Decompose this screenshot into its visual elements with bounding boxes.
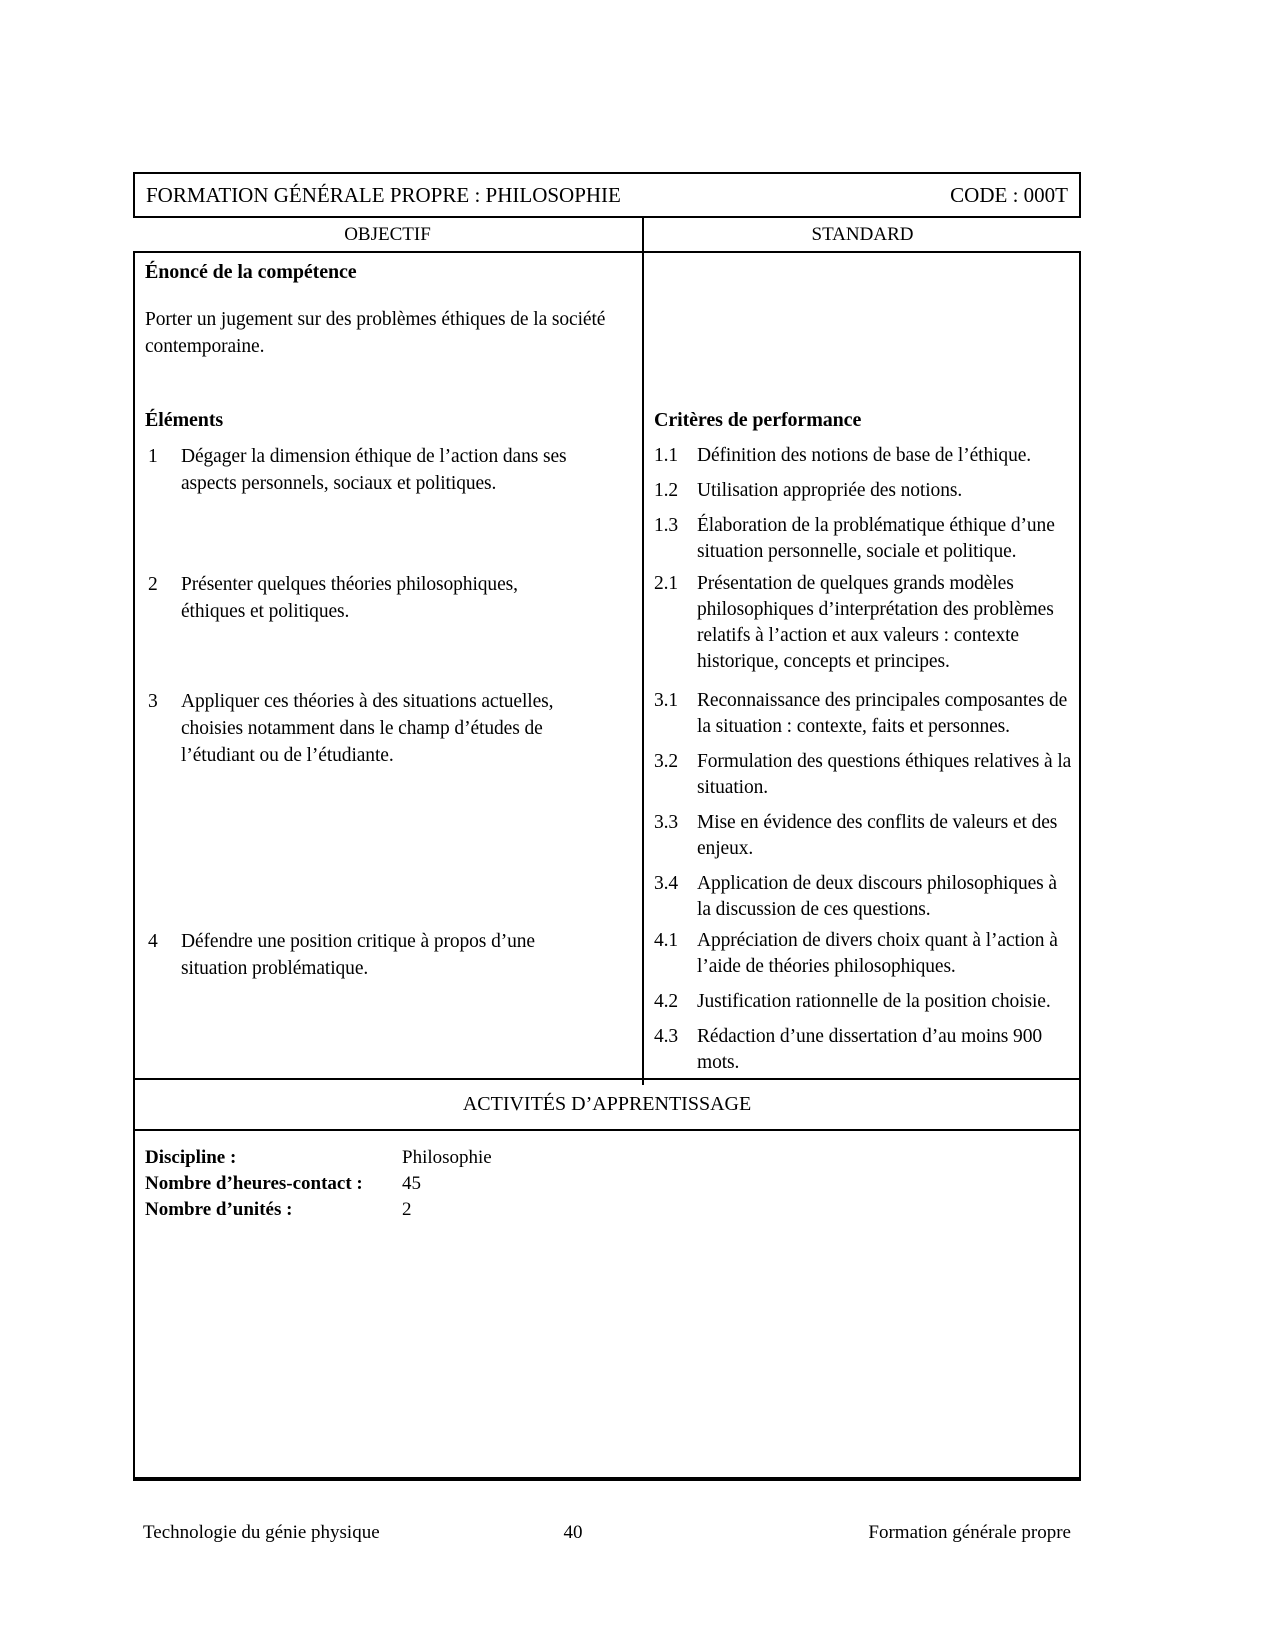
criterion-number: 1.1 <box>654 445 679 466</box>
units-field-value: 2 <box>402 1199 412 1220</box>
column-header-objectif: OBJECTIF <box>344 223 431 245</box>
criterion-text: Utilisation appropriée des notions. <box>697 480 963 501</box>
criterion-item <box>654 810 1073 862</box>
criterion-text: Élaboration de la problématique éthique d’une situation personnelle, sociale et politique. <box>697 515 1055 562</box>
criteria-heading: Critères de performance <box>642 405 1079 441</box>
criterion-item <box>654 1024 1073 1076</box>
competence-heading: Énoncé de la compétence <box>145 261 357 283</box>
criterion-item <box>654 571 1073 675</box>
criterion-number: 4.3 <box>654 1026 679 1047</box>
criterion-text: Rédaction d’une dissertation d’au moins 900 mots. <box>697 1026 1043 1073</box>
units-field <box>145 1197 1069 1223</box>
criterion-text: Reconnaissance des principales composantes de la situation : contexte, faits et personnes. <box>697 690 1068 737</box>
criterion-item <box>654 688 1073 740</box>
element-item <box>135 686 642 926</box>
criterion-number: 4.2 <box>654 991 679 1012</box>
element-text: Appliquer ces théories à des situations actuelles, choisies notamment dans le champ d’études de l’étudiant ou de l’étudiante. <box>181 691 554 766</box>
criterion-item <box>654 478 1073 504</box>
hours-contact-field <box>145 1171 1069 1197</box>
column-header-standard: STANDARD <box>642 218 1081 251</box>
element-number: 3 <box>148 691 158 712</box>
doc-code: CODE : 000T <box>950 182 1068 207</box>
criterion-text: Présentation de quelques grands modèles philosophiques d’interprétation des problèmes relatifs à l’action et aux valeurs : contexte historique, concepts et principes. <box>697 573 1054 672</box>
hours-contact-field-label: Nombre d’heures-contact : <box>145 1173 363 1194</box>
elements-heading: Éléments <box>145 409 224 431</box>
element-text: Défendre une position critique à propos d’une situation problématique. <box>181 931 535 979</box>
criterion-item <box>654 513 1073 565</box>
criterion-text: Appréciation de divers choix quant à l’action à l’aide de théories philosophiques. <box>697 930 1058 977</box>
element-text: Dégager la dimension éthique de l’action dans ses aspects personnels, sociaux et politiques. <box>181 446 567 494</box>
criteria-group <box>642 686 1079 926</box>
criterion-number: 3.1 <box>654 690 679 711</box>
criterion-number: 4.1 <box>654 930 679 951</box>
criterion-text: Application de deux discours philosophiques à la discussion de ces questions. <box>697 873 1057 920</box>
activities-details-row <box>133 1131 1081 1481</box>
criterion-number: 2.1 <box>654 573 679 594</box>
criterion-item <box>654 443 1073 469</box>
discipline-field-label: Discipline : <box>145 1147 237 1168</box>
criterion-text: Formulation des questions éthiques relatives à la situation. <box>697 751 1072 798</box>
units-field-label: Nombre d’unités : <box>145 1199 293 1220</box>
criterion-number: 3.3 <box>654 812 679 833</box>
competence-cell <box>135 253 642 405</box>
column-headers-row <box>133 218 1081 253</box>
discipline-field-value: Philosophie <box>402 1147 492 1168</box>
footer-page-number: 40 <box>563 1522 583 1543</box>
element-number: 2 <box>148 574 158 595</box>
element-item <box>135 926 642 1085</box>
criterion-item <box>654 989 1073 1015</box>
competence-statement: Porter un jugement sur des problèmes éthiques de la société contemporaine. <box>145 309 606 357</box>
element-number: 1 <box>148 446 158 467</box>
element-item <box>135 441 642 569</box>
program-table <box>133 172 1081 1481</box>
standard-empty-cell <box>642 253 1079 405</box>
criterion-item <box>654 928 1073 980</box>
content-row <box>133 253 1081 1080</box>
page-footer <box>133 1522 1081 1544</box>
criteria-group <box>642 926 1079 1085</box>
hours-contact-field-value: 45 <box>402 1173 421 1194</box>
criterion-number: 3.4 <box>654 873 679 894</box>
element-number: 4 <box>148 931 158 952</box>
criterion-number: 1.3 <box>654 515 679 536</box>
criteria-group <box>642 569 1079 686</box>
criterion-item <box>654 749 1073 801</box>
footer-right: Formation générale propre <box>868 1522 1071 1543</box>
element-item <box>135 569 642 686</box>
criteria-group <box>642 441 1079 569</box>
discipline-field <box>145 1145 1069 1171</box>
criterion-number: 1.2 <box>654 480 679 501</box>
criterion-text: Mise en évidence des conflits de valeurs et des enjeux. <box>697 812 1058 859</box>
criterion-text: Justification rationnelle de la position choisie. <box>697 991 1051 1012</box>
criterion-number: 3.2 <box>654 751 679 772</box>
footer-left: Technologie du génie physique <box>143 1522 380 1543</box>
table-title-row <box>133 172 1081 218</box>
element-text: Présenter quelques théories philosophiques, éthiques et politiques. <box>181 574 518 622</box>
doc-title: FORMATION GÉNÉRALE PROPRE : PHILOSOPHIE <box>146 182 621 207</box>
criterion-text: Définition des notions de base de l’éthique. <box>697 445 1032 466</box>
criterion-item <box>654 871 1073 923</box>
activities-heading: ACTIVITÉS D’APPRENTISSAGE <box>462 1093 752 1115</box>
activities-heading-row <box>133 1080 1081 1131</box>
